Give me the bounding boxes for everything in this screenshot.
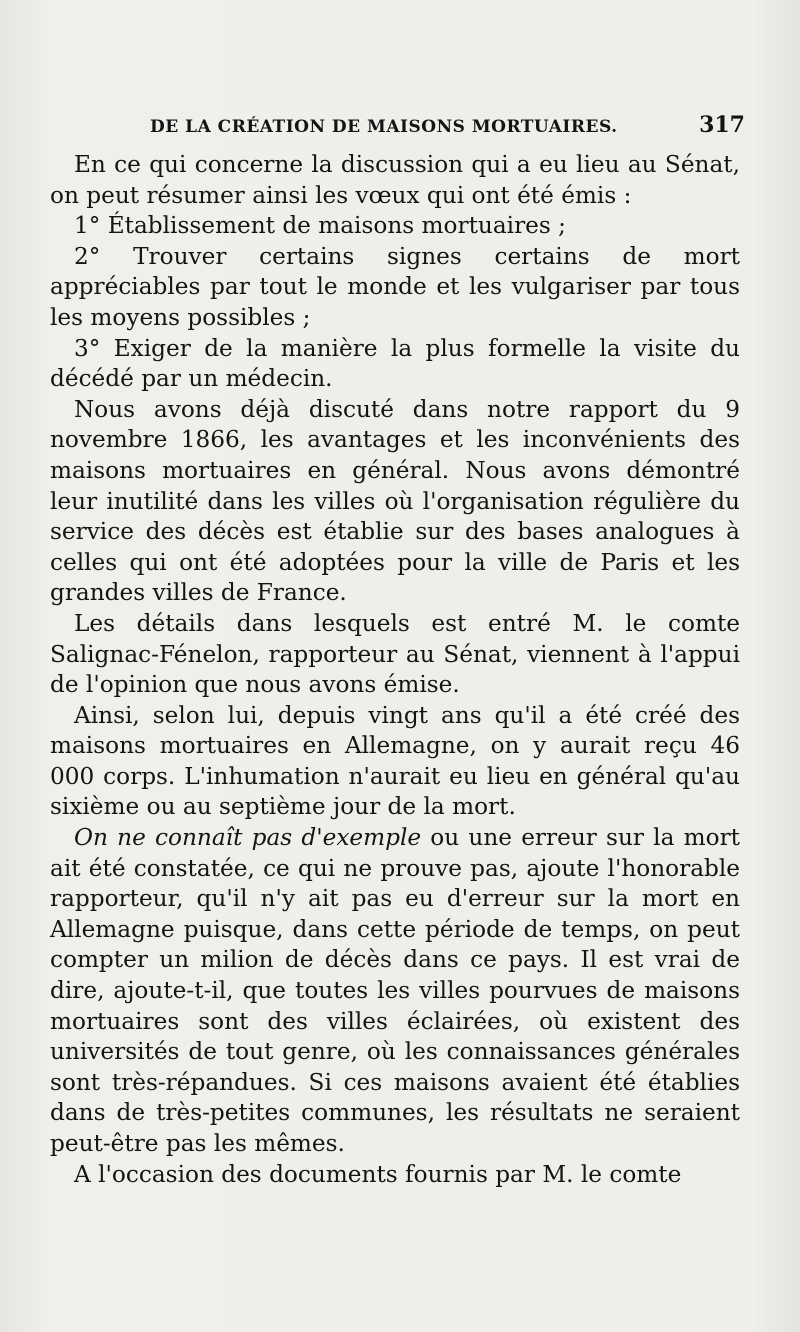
page-number: 317	[699, 112, 745, 138]
paragraph: A l'occasion des documents fournis par M. le comte	[74, 1160, 682, 1188]
paragraph: Nous avons déjà discuté dans notre rapport du 9 novembre 1866, les avantages et les inconvénients des maisons mortuaires en général. Nous avons démontré leur inutilité dans les villes où l'organisation régulière du service des décès est établie sur des bases analogues à celles qui ont été adoptées pour la ville de Paris et les grandes villes de France.	[50, 395, 740, 607]
italic-phrase: On ne connaît pas d'exemple	[74, 824, 422, 852]
list-item: 3° Exiger de la manière la plus formelle la visite du décédé par un médecin.	[50, 334, 740, 393]
list-item: 1° Établissement de maisons mortuaires ;	[74, 212, 566, 240]
paragraph: Les détails dans lesquels est entré M. le comte Salignac-Fénelon, rapporteur au Sénat, viennent à l'appui de l'opinion que nous avons émise.	[50, 609, 740, 699]
page-header	[150, 112, 745, 138]
list-item: 2° Trouver certains signes certains de mort appréciables par tout le monde et les vulgariser par tous les moyens possibles ;	[50, 242, 740, 331]
paragraph: En ce qui concerne la discussion qui a eu lieu au Sénat, on peut résumer ainsi les vœux qui ont été émis :	[50, 151, 740, 209]
body-text	[50, 150, 740, 1190]
paragraph-text: ou une erreur sur la mort ait été constatée, ce qui ne prouve pas, ajoute l'honorable rapporteur, qu'il n'y ait pas eu d'erreur sur la mort en Allemagne puisque, dans cette période de temps, on peut compter un milion de décès dans ce pays. Il est vrai de dire, ajoute-t-il, que toutes les villes pourvues de maisons mortuaires sont des villes éclairées, où existent des universités de tout genre, où les connaissances générales sont très-répandues. Si ces maisons avaient été établies dans de très-petites communes, les résultats ne seraient peut-être pas les mêmes.	[50, 824, 740, 1157]
paragraph	[50, 823, 740, 1160]
paragraph: Ainsi, selon lui, depuis vingt ans qu'il a été créé des maisons mortuaires en Allemagne, on y aurait reçu 46 000 corps. L'inhumation n'aurait eu lieu en général qu'au sixième ou au septième jour de la mort.	[50, 701, 740, 821]
running-head: DE LA CRÉATION DE MAISONS MORTUAIRES.	[150, 117, 618, 137]
